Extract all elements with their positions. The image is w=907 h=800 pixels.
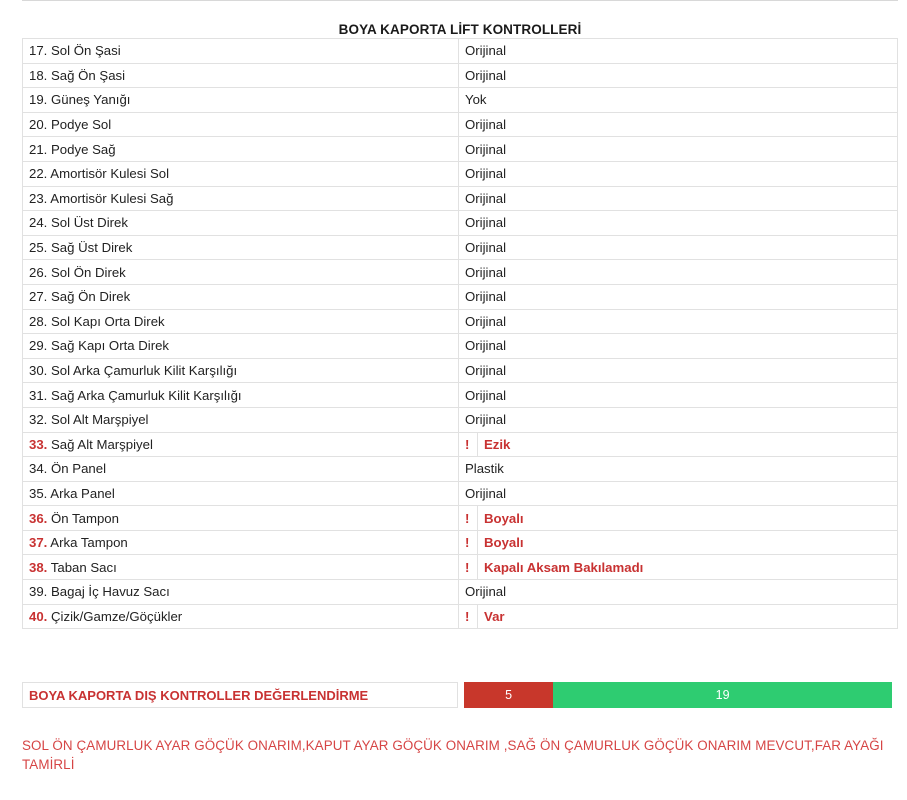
item-cell xyxy=(23,334,459,359)
item-value: Orijinal xyxy=(465,240,507,256)
item-number: 36. xyxy=(29,510,48,526)
warning-icon: ! xyxy=(465,555,478,579)
value-cell xyxy=(459,309,898,334)
item-number: 40. xyxy=(29,608,48,624)
item-value: Orijinal xyxy=(465,166,507,182)
warning-icon: ! xyxy=(465,433,478,457)
inspection-table xyxy=(22,38,898,629)
item-cell xyxy=(23,112,459,137)
item-label: Sağ Kapı Orta Direk xyxy=(51,338,170,354)
item-number: 37. xyxy=(29,535,48,551)
item-label: Sağ Ön Direk xyxy=(51,289,131,305)
table-row xyxy=(23,88,898,113)
item-label: Bagaj İç Havuz Sacı xyxy=(51,584,170,600)
item-label: Sağ Alt Marşpiyel xyxy=(51,436,153,452)
item-value: Orijinal xyxy=(465,141,507,157)
table-row xyxy=(23,112,898,137)
item-label: Güneş Yanığı xyxy=(51,92,131,108)
item-cell xyxy=(23,161,459,186)
value-cell xyxy=(459,457,898,482)
item-cell xyxy=(23,457,459,482)
value-cell xyxy=(459,137,898,162)
item-cell xyxy=(23,407,459,432)
item-value: Ezik xyxy=(484,436,511,452)
table-row xyxy=(23,235,898,260)
item-cell xyxy=(23,481,459,506)
item-cell xyxy=(23,211,459,236)
table-row xyxy=(23,506,898,531)
item-number: 24. xyxy=(29,215,48,231)
item-number: 21. xyxy=(29,141,48,157)
item-label: Sol Arka Çamurluk Kilit Karşılığı xyxy=(51,363,238,379)
item-cell xyxy=(23,284,459,309)
value-cell xyxy=(459,580,898,605)
value-cell xyxy=(459,260,898,285)
item-cell xyxy=(23,604,459,629)
table-row xyxy=(23,284,898,309)
item-value: Orijinal xyxy=(465,412,507,428)
item-cell xyxy=(23,309,459,334)
item-label: Amortisör Kulesi Sağ xyxy=(50,190,174,206)
item-label: Sol Ön Şasi xyxy=(51,43,121,59)
table-row xyxy=(23,530,898,555)
value-cell xyxy=(459,235,898,260)
item-value: Boyalı xyxy=(484,510,524,526)
item-number: 39. xyxy=(29,584,48,600)
item-value: Orijinal xyxy=(465,485,507,501)
item-label: Sol Ön Direk xyxy=(51,264,126,280)
table-row xyxy=(23,161,898,186)
table-row xyxy=(23,580,898,605)
table-row xyxy=(23,358,898,383)
value-cell xyxy=(459,284,898,309)
item-cell xyxy=(23,137,459,162)
value-cell xyxy=(459,112,898,137)
item-cell xyxy=(23,260,459,285)
value-cell xyxy=(459,432,898,457)
item-cell xyxy=(23,506,459,531)
table-row xyxy=(23,334,898,359)
table-row xyxy=(23,137,898,162)
section-title: BOYA KAPORTA LİFT KONTROLLERİ xyxy=(338,22,582,37)
table-row xyxy=(23,604,898,629)
item-label: Arka Panel xyxy=(50,485,115,501)
item-label: Amortisör Kulesi Sol xyxy=(50,166,170,182)
table-row xyxy=(23,555,898,580)
item-value: Orijinal xyxy=(465,363,507,379)
warning-icon: ! xyxy=(465,506,478,530)
item-value: Orijinal xyxy=(465,215,507,231)
value-cell xyxy=(459,530,898,555)
item-value: Orijinal xyxy=(465,67,507,83)
item-number: 28. xyxy=(29,313,48,329)
table-row xyxy=(23,260,898,285)
item-cell xyxy=(23,580,459,605)
item-number: 34. xyxy=(29,461,48,477)
bar-segment-original: 19 xyxy=(553,682,892,708)
table-row xyxy=(23,63,898,88)
item-value: Var xyxy=(484,608,505,624)
item-value: Orijinal xyxy=(465,289,507,305)
item-number: 17. xyxy=(29,43,48,59)
item-label: Sağ Arka Çamurluk Kilit Karşılığı xyxy=(51,387,242,403)
table-row xyxy=(23,407,898,432)
item-label: Sağ Ön Şasi xyxy=(51,67,126,83)
item-label: Sağ Üst Direk xyxy=(51,240,133,256)
table-row xyxy=(23,309,898,334)
value-cell xyxy=(459,407,898,432)
value-cell xyxy=(459,555,898,580)
item-cell xyxy=(23,358,459,383)
item-value: Orijinal xyxy=(465,264,507,280)
item-number: 29. xyxy=(29,338,48,354)
top-divider xyxy=(22,0,898,1)
item-value: Orijinal xyxy=(465,43,507,59)
table-row xyxy=(23,383,898,408)
item-value: Yok xyxy=(465,92,487,108)
item-number: 30. xyxy=(29,363,48,379)
value-cell xyxy=(459,604,898,629)
value-cell xyxy=(459,481,898,506)
value-cell xyxy=(459,63,898,88)
value-cell xyxy=(459,506,898,531)
item-number: 18. xyxy=(29,67,48,83)
item-value: Kapalı Aksam Bakılamadı xyxy=(484,559,644,575)
table-row xyxy=(23,432,898,457)
value-cell xyxy=(459,88,898,113)
warning-icon: ! xyxy=(465,531,478,555)
table-row xyxy=(23,457,898,482)
item-number: 23. xyxy=(29,190,48,206)
item-cell xyxy=(23,235,459,260)
item-value: Orijinal xyxy=(465,190,507,206)
value-cell xyxy=(459,186,898,211)
item-label: Ön Panel xyxy=(51,461,107,477)
item-number: 26. xyxy=(29,264,48,280)
item-label: Sol Alt Marşpiyel xyxy=(51,412,149,428)
item-cell xyxy=(23,383,459,408)
summary-label: BOYA KAPORTA DIŞ KONTROLLER DEĞERLENDİRME xyxy=(22,682,458,708)
item-value: Orijinal xyxy=(465,584,507,600)
item-number: 22. xyxy=(29,166,48,182)
value-cell xyxy=(459,383,898,408)
value-cell xyxy=(459,161,898,186)
value-cell xyxy=(459,39,898,64)
warning-icon: ! xyxy=(465,605,478,629)
item-number: 27. xyxy=(29,289,48,305)
item-label: Taban Sacı xyxy=(50,559,117,575)
value-cell xyxy=(459,358,898,383)
evaluation-bar xyxy=(464,682,892,708)
item-cell xyxy=(23,88,459,113)
item-cell xyxy=(23,63,459,88)
item-label: Sol Üst Direk xyxy=(51,215,128,231)
item-value: Orijinal xyxy=(465,313,507,329)
item-cell xyxy=(23,530,459,555)
value-cell xyxy=(459,334,898,359)
item-label: Sol Kapı Orta Direk xyxy=(51,313,165,329)
bar-segment-flagged: 5 xyxy=(464,682,553,708)
item-label: Ön Tampon xyxy=(51,510,119,526)
item-value: Orijinal xyxy=(465,338,507,354)
item-number: 38. xyxy=(29,559,48,575)
table-row xyxy=(23,39,898,64)
item-number: 25. xyxy=(29,240,48,256)
item-label: Arka Tampon xyxy=(50,535,128,551)
item-cell xyxy=(23,432,459,457)
table-row xyxy=(23,186,898,211)
item-number: 33. xyxy=(29,436,48,452)
item-number: 35. xyxy=(29,485,48,501)
item-cell xyxy=(23,39,459,64)
item-label: Çizik/Gamze/Göçükler xyxy=(51,608,183,624)
item-number: 19. xyxy=(29,92,48,108)
value-cell xyxy=(459,211,898,236)
table-row xyxy=(23,481,898,506)
item-number: 32. xyxy=(29,412,48,428)
item-value: Orijinal xyxy=(465,117,507,133)
item-cell xyxy=(23,186,459,211)
item-number: 31. xyxy=(29,387,48,403)
item-value: Plastik xyxy=(465,461,504,477)
item-label: Podye Sol xyxy=(51,117,112,133)
table-row xyxy=(23,211,898,236)
item-label: Podye Sağ xyxy=(51,141,116,157)
item-value: Orijinal xyxy=(465,387,507,403)
item-value: Boyalı xyxy=(484,535,524,551)
repair-note: SOL ÖN ÇAMURLUK AYAR GÖÇÜK ONARIM,KAPUT AYAR GÖÇÜK ONARIM ,SAĞ ÖN ÇAMURLUK GÖÇÜK ONARIM MEVCUT,FAR AYAĞI TAMİRLİ xyxy=(22,738,884,772)
item-number: 20. xyxy=(29,117,48,133)
item-cell xyxy=(23,555,459,580)
